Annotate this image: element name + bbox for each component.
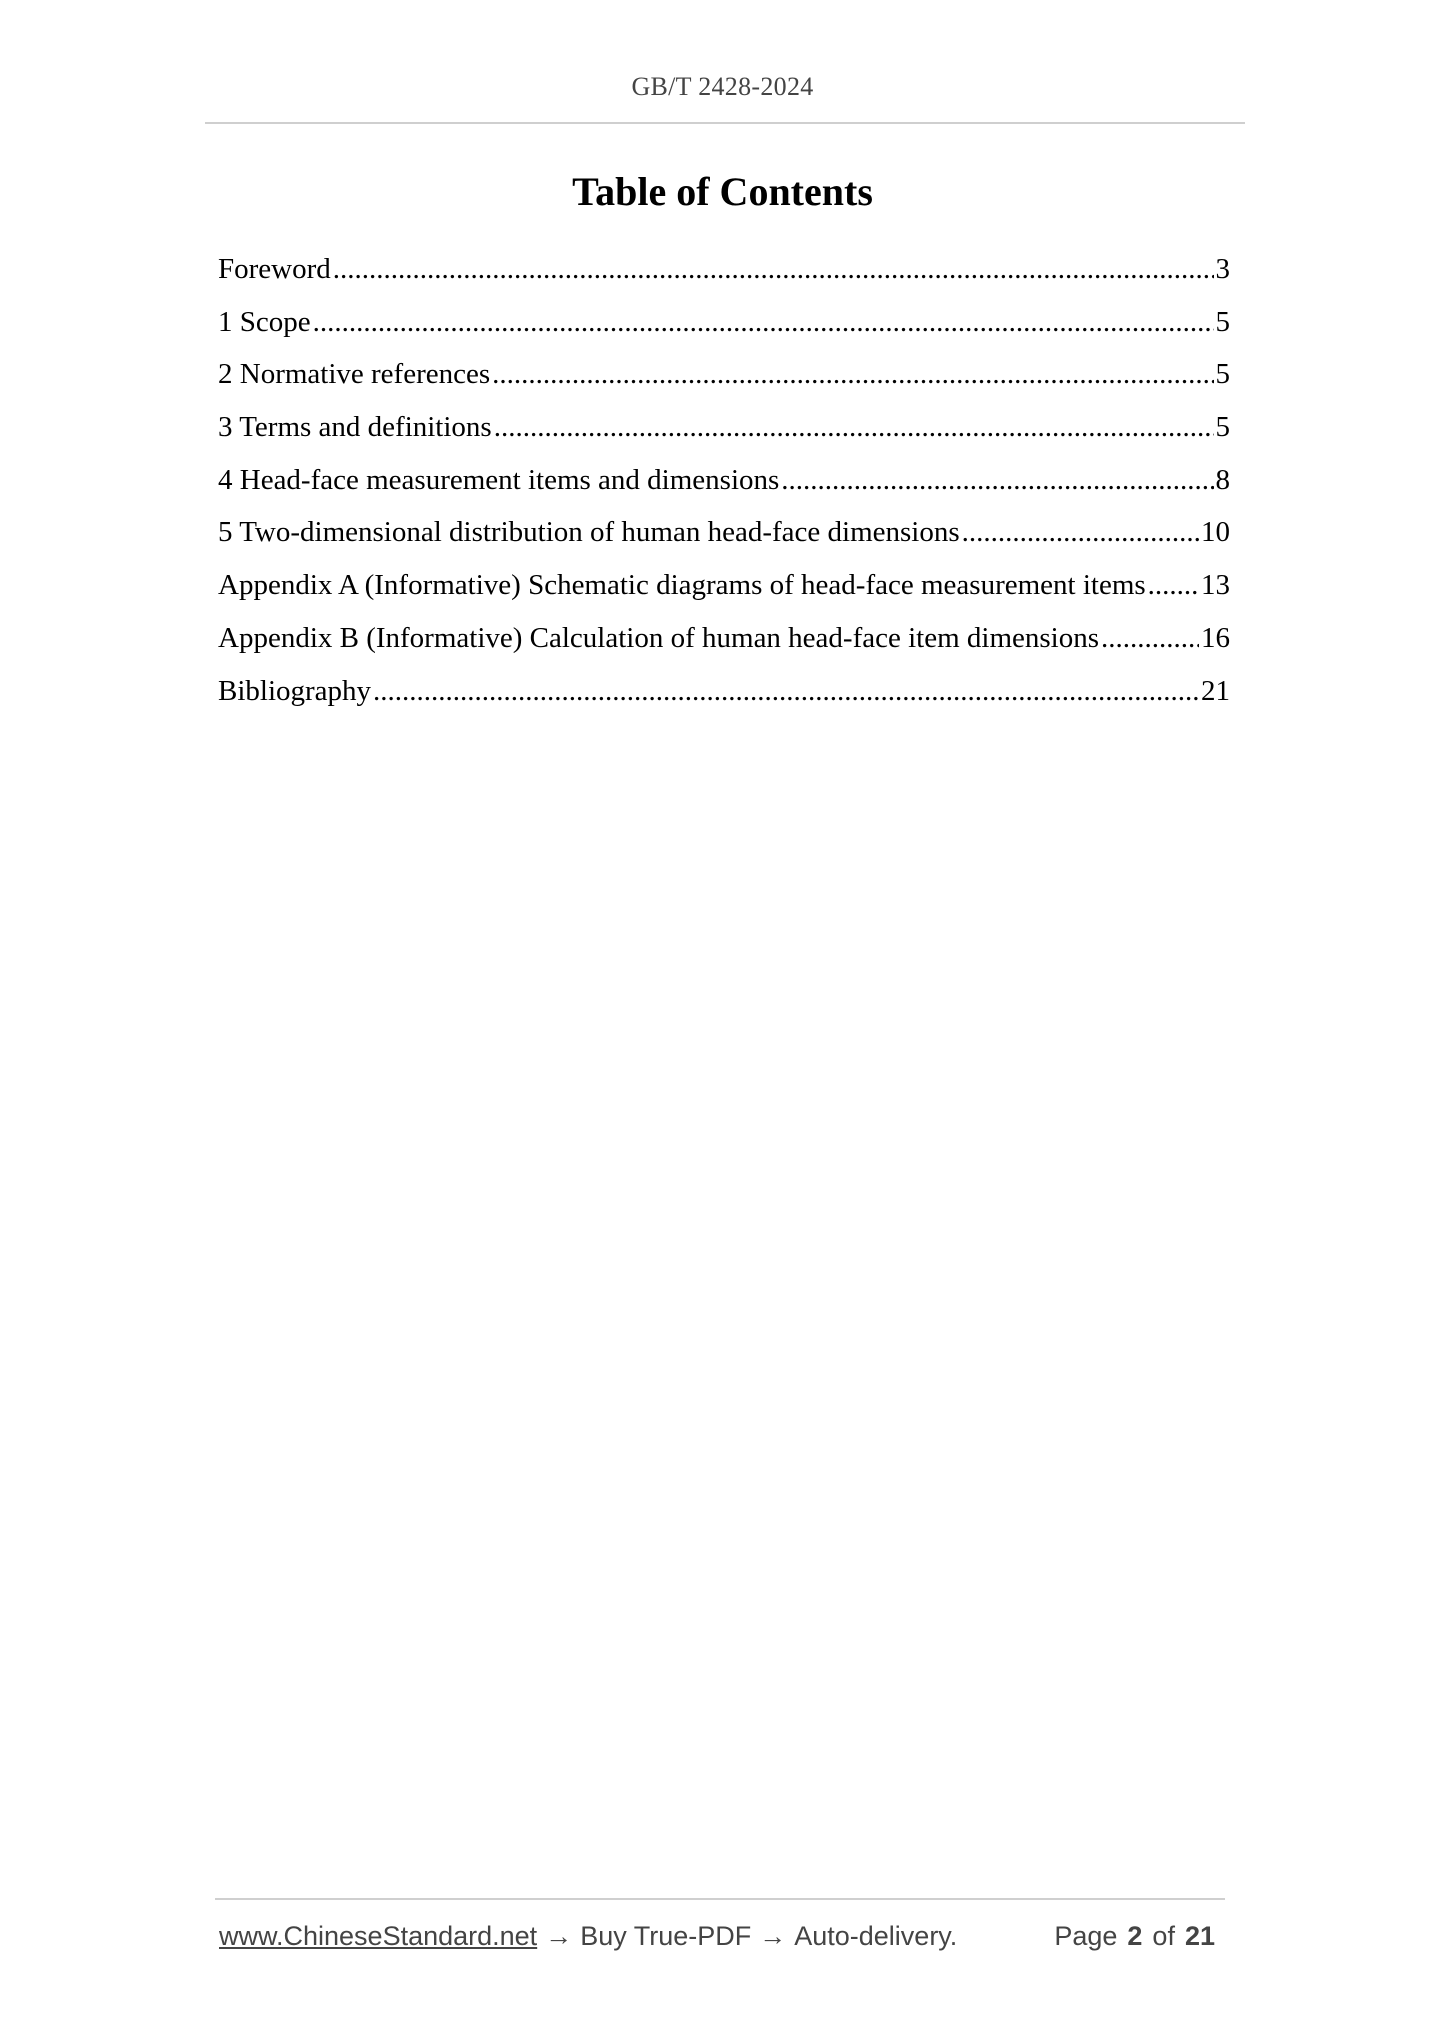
page-current: 2 <box>1127 1920 1143 1951</box>
toc-entry-label: 3 Terms and definitions <box>218 411 492 444</box>
toc-leader <box>1148 559 1199 612</box>
toc-entry[interactable] <box>218 665 1230 718</box>
page-footer <box>219 1918 1225 1954</box>
arrow-right-icon: → <box>759 1920 787 1951</box>
toc-entry[interactable] <box>218 454 1230 507</box>
toc-entry-page: 16 <box>1201 621 1230 654</box>
toc-entry-label: 2 Normative references <box>218 358 491 391</box>
toc-leader <box>781 454 1213 507</box>
toc-entry-page: 13 <box>1201 569 1230 602</box>
toc-entry-label: Bibliography <box>218 674 372 707</box>
toc-entry[interactable] <box>218 612 1230 665</box>
toc-entry-label: Appendix A (Informative) Schematic diagrams of head-face measurement items <box>218 569 1146 602</box>
toc-entry-label: 5 Two-dimensional distribution of human head-face dimensions <box>218 516 960 549</box>
toc-entry-label: Appendix B (Informative) Calculation of human head-face item dimensions <box>218 621 1100 654</box>
toc-entry[interactable] <box>218 243 1230 296</box>
toc-entry-page: 3 <box>1215 253 1230 285</box>
toc-entry[interactable] <box>218 296 1230 349</box>
toc-entry-page: 5 <box>1215 305 1230 338</box>
toc-entry-label: Foreword <box>218 253 331 285</box>
toc-list <box>218 243 1230 717</box>
toc-entry-page: 5 <box>1215 411 1230 444</box>
footer-step-delivery: Auto-delivery. <box>794 1920 958 1951</box>
toc-entry-page: 21 <box>1201 674 1230 707</box>
toc-entry[interactable] <box>218 348 1230 401</box>
footer-divider <box>215 1898 1225 1900</box>
toc-leader <box>492 348 1213 401</box>
toc-entry-label: 4 Head-face measurement items and dimensions <box>218 463 780 496</box>
toc-leader <box>313 296 1214 349</box>
page-word: Page <box>1054 1920 1118 1951</box>
header-divider <box>205 122 1245 124</box>
site-link[interactable]: www.ChineseStandard.net <box>219 1920 538 1951</box>
toc-title: Table of Contents <box>572 169 873 214</box>
page-total: 21 <box>1184 1920 1215 1951</box>
arrow-right-icon: → <box>545 1920 573 1951</box>
toc-entry-page: 5 <box>1215 358 1230 391</box>
toc-entry-label: 1 Scope <box>218 305 311 338</box>
toc-leader <box>333 243 1214 296</box>
toc-leader <box>494 401 1214 454</box>
page-of: of <box>1152 1920 1175 1951</box>
running-header: GB/T 2428-2024 <box>631 72 814 101</box>
toc-entry[interactable] <box>218 506 1230 559</box>
toc-entry-page: 8 <box>1215 463 1230 496</box>
toc-leader <box>373 665 1199 718</box>
toc-leader <box>1101 612 1199 665</box>
footer-step-buy: Buy True-PDF <box>580 1920 752 1951</box>
toc-entry-page: 10 <box>1201 516 1230 549</box>
toc-entry[interactable] <box>218 559 1230 612</box>
toc-leader <box>962 506 1199 559</box>
toc-entry[interactable] <box>218 401 1230 454</box>
